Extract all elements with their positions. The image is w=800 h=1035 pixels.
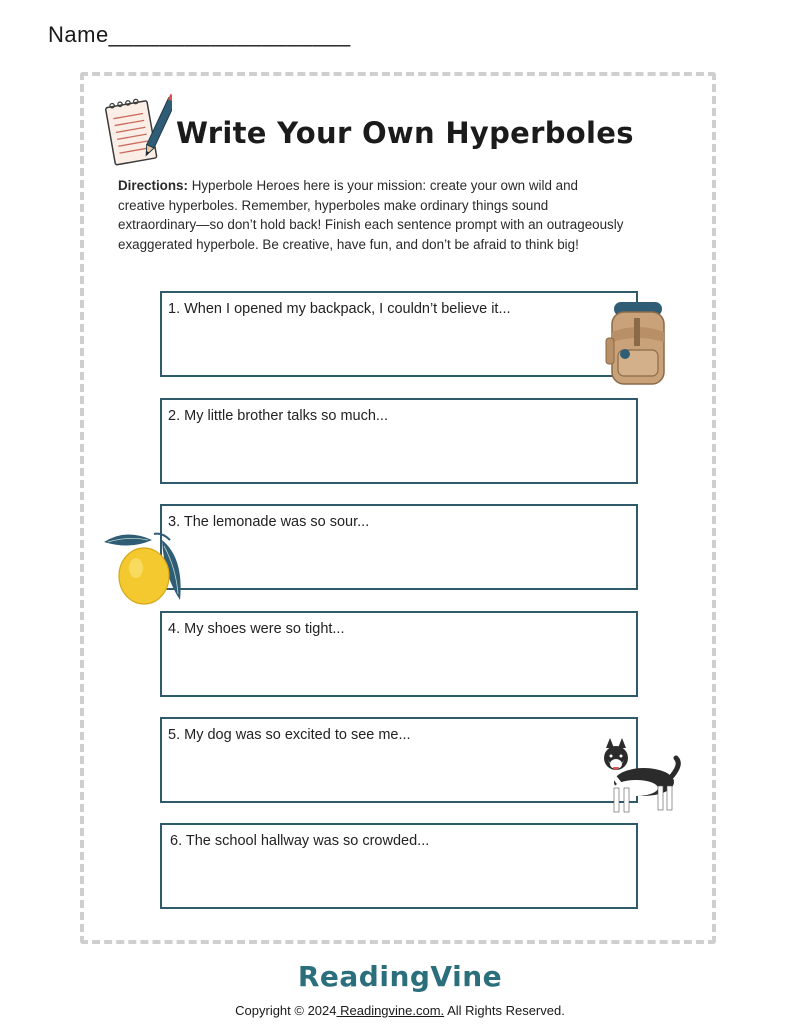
copyright-notice (0, 1003, 800, 1018)
lemon-icon (102, 528, 188, 608)
prompt-box-2[interactable] (160, 398, 638, 484)
prompt-text-1: 1. When I opened my backpack, I couldn’t believe it... (168, 301, 511, 317)
prompt-text-4: 4. My shoes were so tight... (168, 621, 345, 637)
copyright-prefix: Copyright © 2024 (235, 1003, 337, 1018)
prompt-text-2: 2. My little brother talks so much... (168, 408, 388, 424)
prompt-box-3[interactable] (160, 504, 638, 590)
directions-label: Directions: (118, 178, 188, 193)
copyright-suffix: All Rights Reserved. (444, 1003, 565, 1018)
prompt-text-5: 5. My dog was so excited to see me... (168, 727, 411, 743)
backpack-icon (604, 298, 672, 388)
prompt-box-6[interactable] (160, 823, 638, 909)
prompt-box-1[interactable] (160, 291, 638, 377)
page-title: Write Your Own Hyperboles (176, 116, 634, 150)
prompt-box-4[interactable] (160, 611, 638, 697)
prompt-box-5[interactable] (160, 717, 638, 803)
readingvine-link[interactable]: Readingvine.com. (336, 1003, 445, 1018)
name-field-label: Name___________________ (48, 22, 351, 47)
directions-text (118, 176, 628, 254)
husky-dog-icon (596, 738, 682, 818)
readingvine-logo: ReadingVine (297, 960, 503, 993)
prompt-text-6: 6. The school hallway was so crowded... (170, 833, 430, 849)
notepad-pencil-icon (100, 90, 172, 170)
directions-body: Hyperbole Heroes here is your mission: create your own wild and creative hyperboles. Remember, hyperboles make ordinary things sound extraordinary—so don’t hold back! Finish each sentence prompt with an outrageously exaggerated hyperbole. Be creative, have fun, and don’t be afraid to think big! (118, 178, 624, 252)
prompt-text-3: 3. The lemonade was so sour... (168, 514, 370, 530)
